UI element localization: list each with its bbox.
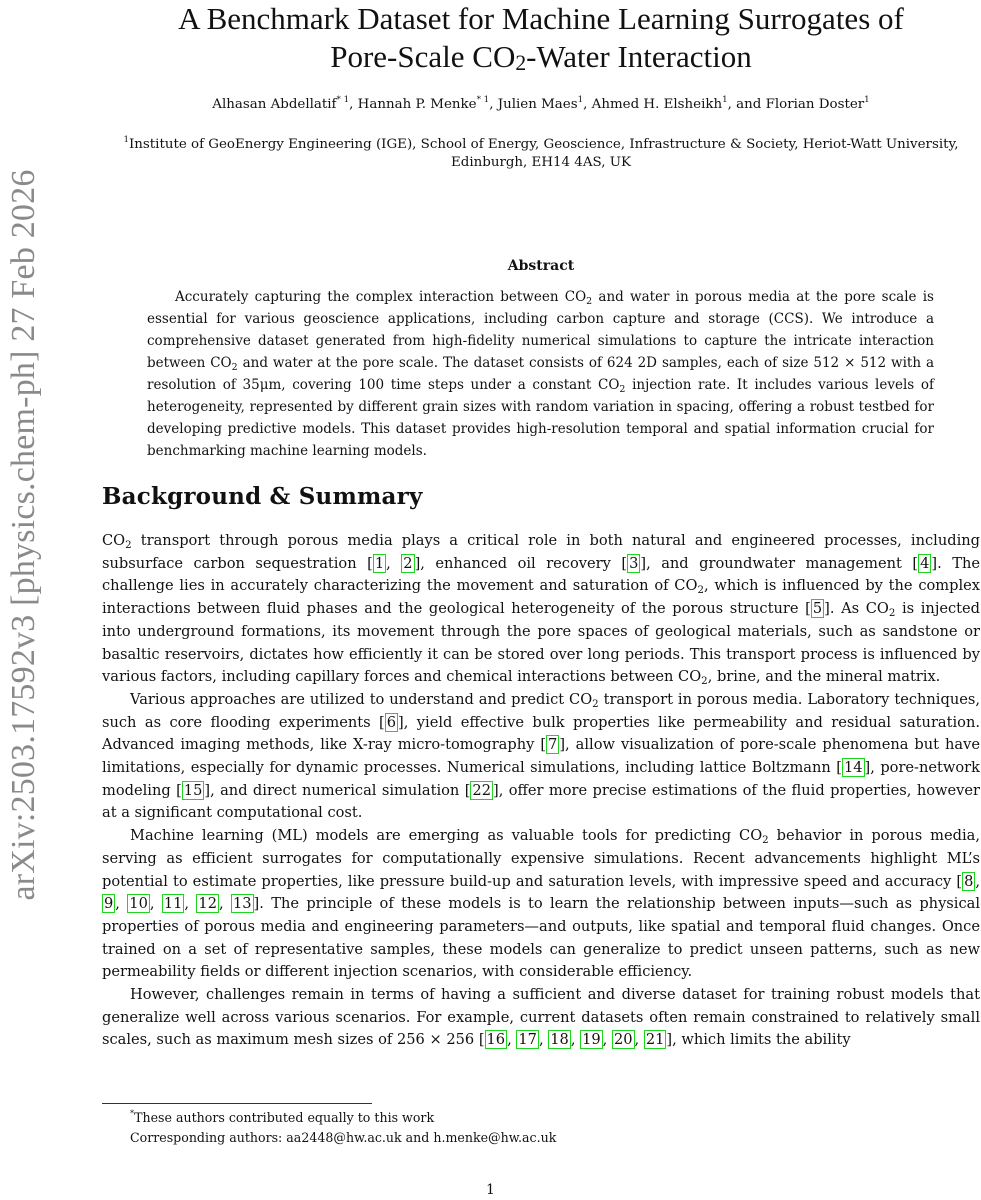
citation-link[interactable]: 14 [843, 759, 863, 777]
paragraph: Various approaches are utilized to understand and predict $CO_2$ transport in porous media. Laboratory techniques, such as core flooding experiments [ 6 ], yield effective bulk properties like permeability and residual saturation. Advanced imaging methods, like X-ray micro-tomography [ 7 ], allow visualization of pore-scale phenomena but have limitations, especially for dynamic processes. Numerical simulations, including lattice Boltzmann [ 14 ], pore-network modeling [ 15 ], and direct numerical simulation [ 22 ], offer more precise estimations of the fluid properties, however at a significant computational cost. [102, 690, 980, 822]
citation-link[interactable]: 4 [920, 554, 930, 572]
citation-link[interactable]: 9 [104, 895, 114, 913]
author: Hannah P. Menke [357, 97, 477, 112]
paper-title [102, 0, 980, 76]
citation-link[interactable]: 7 [548, 736, 558, 754]
citation-link[interactable]: 11 [163, 895, 183, 913]
paragraph: Machine learning (ML) models are emerging as valuable tools for predicting $CO_2$ behavior in porous media, serving as efficient surrogates for computationally expensive simulations. Recent advancements highlight ML’s potential to estimate properties, like pressure build-up and saturation levels, with impressive speed and accuracy [ 8 , 9 , 10 , 11 , 12 , 13 ]. The principle of these models is to learn the relationship between inputs—such as physical properties of porous media and engineering parameters—and outputs, like spatial and temporal fluid changes. Once trained on a set of representative samples, these models can generalize to predict unseen patterns, such as new permeability fields or different injection scenarios, with considerable efficiency. [102, 827, 981, 981]
citation-link[interactable]: 18 [550, 1031, 569, 1049]
author: Julien Maes [497, 97, 578, 112]
citation-link[interactable]: 19 [582, 1031, 601, 1049]
footnote-corresponding: Corresponding authors: aa2448@hw.ac.uk and h.menke@hw.ac.uk [130, 1130, 557, 1145]
arxiv-stamp: arXiv:2503.17592v3 [physics.chem-ph] 27 Feb 2026 [5, 169, 42, 901]
author: Alhasan Abdellatif [212, 97, 337, 112]
footnotes [130, 1108, 930, 1148]
citation-link[interactable]: 12 [198, 895, 217, 913]
title-line-2: Pore-Scale $CO_2$-Water Interaction [330, 39, 752, 75]
citation-link[interactable]: 20 [613, 1031, 633, 1049]
citation-link[interactable]: 2 [403, 554, 413, 572]
paragraph: However, challenges remain in terms of having a sufficient and diverse dataset for training robust models that generalize well across various scenarios. For example, current datasets often remain constrained to relatively small scales, such as maximum mesh sizes of 256 × 256 [ 16 , 17 , 18 , 19 , 20 , 21 ], which limits the ability [102, 986, 980, 1049]
abstract-heading: Abstract [507, 258, 575, 274]
affiliation: $^1$Institute of GeoEnergy Engineering (IGE), School of Energy, Geoscience, Infrastructure & Society, Heriot-Watt University, Edinburgh, EH14 4AS, UK [123, 135, 959, 170]
citation-link[interactable]: 3 [629, 554, 639, 572]
citation-link[interactable]: 13 [232, 895, 252, 913]
footnote-equal-contribution: *These authors contributed equally to this work [130, 1108, 435, 1125]
author-list: Alhasan Abdellatif$^{* 1}$, Hannah P. Menke$^{* 1}$, Julien Maes$^1$, Ahmed H. Elsheikh$^1$, and Florian Doster$^1$ [212, 95, 870, 112]
citation-link[interactable]: 17 [518, 1031, 537, 1049]
author: Ahmed H. Elsheikh [591, 97, 723, 112]
author: Florian Doster [765, 97, 865, 112]
citation-link[interactable]: 22 [472, 781, 491, 799]
citation-link[interactable]: 15 [183, 781, 203, 799]
arxiv-sidebar [4, 120, 44, 950]
citation-link[interactable]: 16 [486, 1031, 506, 1049]
page-number: 1 [486, 1182, 495, 1198]
citation-link[interactable]: 1 [374, 554, 385, 572]
paragraph: $CO_2$ transport through porous media plays a critical role in both natural and engineered processes, including subsurface carbon sequestration [ 1 , 2 ], enhanced oil recovery [ 3 ], and groundwater management [ 4 ]. The challenge lies in accurately characterizing the movement and saturation of $CO_2$, which is influenced by the complex interactions between fluid phases and the geological heterogeneity of the porous structure [ 5 ]. As $CO_2$ is injected into underground formations, its movement through the pore spaces of geological materials, such as sandstone or basaltic reservoirs, dictates how efficiently it can be stored over long periods. This transport process is influenced by various factors, including capillary forces and chemical interactions between $CO_2$, brine, and the mineral matrix. [102, 532, 981, 688]
abstract-text: Accurately capturing the complex interaction between $CO_2$ and water in porous media at the pore scale is essential for various geoscience applications, including carbon capture and storage (CCS). We introduce a comprehensive dataset generated from high-fidelity numerical simulations to capture the intricate interaction between $CO_2$ and water at the pore scale. The dataset consists of 624 2D samples, each of size 512 × 512 with a resolution of 35μm, covering 100 time steps under a constant $CO_2$ injection rate. It includes various levels of heterogeneity, represented by different grain sizes with random variation in spacing, offering a robust testbed for developing predictive models. This dataset provides high-resolution temporal and spatial information crucial for benchmarking machine learning models. [147, 289, 935, 459]
citation-link[interactable]: 5 [812, 600, 823, 618]
title-line-1: A Benchmark Dataset for Machine Learning Surrogates of [178, 1, 904, 36]
citation-link[interactable]: 10 [129, 895, 148, 913]
citation-link[interactable]: 6 [386, 713, 397, 731]
citation-link[interactable]: 8 [964, 872, 974, 890]
body-text [102, 530, 980, 1052]
footnote-divider [102, 1103, 372, 1104]
citation-link[interactable]: 21 [645, 1031, 665, 1049]
section-heading: Background & Summary [102, 483, 423, 510]
